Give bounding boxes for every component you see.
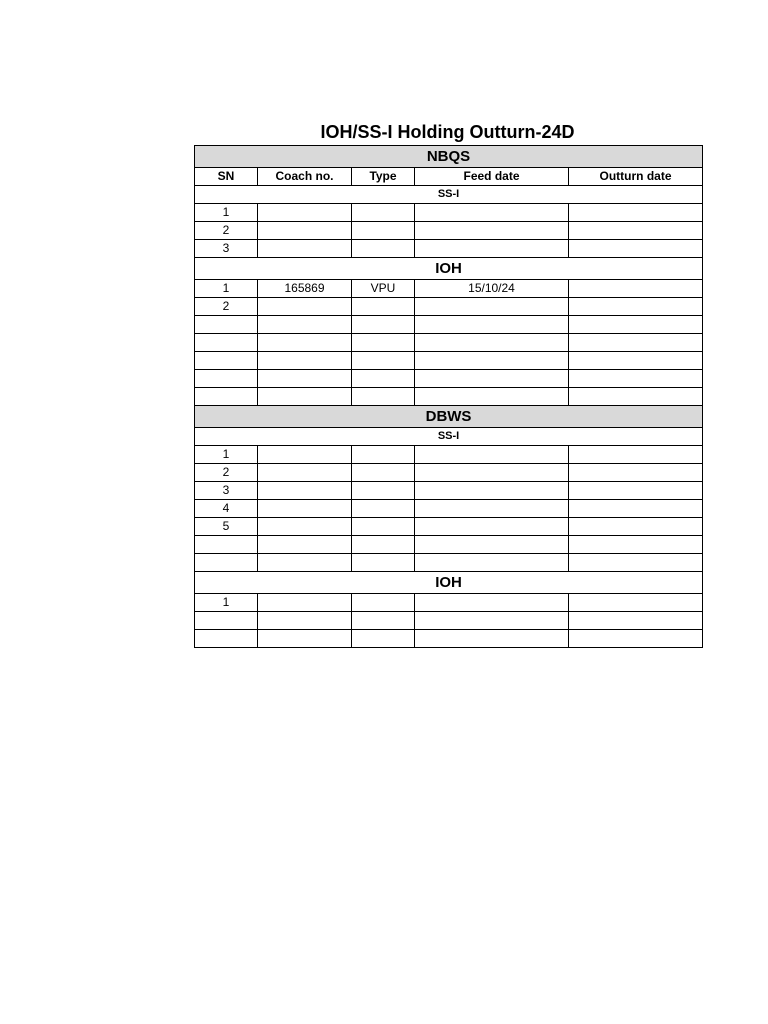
cell-outturn-date[interactable] <box>569 554 703 572</box>
group-header-row <box>195 572 703 594</box>
cell-outturn-date[interactable] <box>569 316 703 334</box>
table-row <box>195 222 703 240</box>
table-row <box>195 316 703 334</box>
cell-feed-date[interactable] <box>415 388 569 406</box>
group-header-row <box>195 186 703 204</box>
cell-coach-no[interactable] <box>258 482 352 500</box>
cell-sn[interactable] <box>195 334 258 352</box>
cell-sn[interactable] <box>195 370 258 388</box>
group-header-row <box>195 258 703 280</box>
cell-feed-date[interactable] <box>415 222 569 240</box>
cell-coach-no[interactable] <box>258 316 352 334</box>
cell-outturn-date[interactable] <box>569 536 703 554</box>
table-row <box>195 464 703 482</box>
cell-sn[interactable]: 1 <box>195 204 258 222</box>
cell-feed-date[interactable] <box>415 612 569 630</box>
group-title: SS-I <box>195 186 703 204</box>
cell-coach-no[interactable] <box>258 298 352 316</box>
cell-feed-date[interactable] <box>415 446 569 464</box>
cell-sn[interactable]: 1 <box>195 594 258 612</box>
cell-coach-no[interactable] <box>258 446 352 464</box>
cell-coach-no[interactable] <box>258 222 352 240</box>
cell-feed-date[interactable] <box>415 334 569 352</box>
table-row <box>195 612 703 630</box>
cell-type[interactable] <box>352 482 415 500</box>
cell-outturn-date[interactable] <box>569 370 703 388</box>
cell-sn[interactable] <box>195 554 258 572</box>
cell-type[interactable] <box>352 630 415 648</box>
table-row <box>195 446 703 464</box>
cell-sn[interactable]: 3 <box>195 240 258 258</box>
cell-feed-date[interactable] <box>415 518 569 536</box>
cell-coach-no[interactable]: 165869 <box>258 280 352 298</box>
cell-sn[interactable] <box>195 316 258 334</box>
column-header: Outturn date <box>569 168 703 186</box>
cell-coach-no[interactable] <box>258 204 352 222</box>
cell-coach-no[interactable] <box>258 334 352 352</box>
cell-outturn-date[interactable] <box>569 352 703 370</box>
table-row <box>195 204 703 222</box>
section-header-row <box>195 146 703 168</box>
section-header-row <box>195 406 703 428</box>
cell-feed-date[interactable] <box>415 482 569 500</box>
group-title: IOH <box>195 572 703 594</box>
group-title: IOH <box>195 258 703 280</box>
cell-coach-no[interactable] <box>258 240 352 258</box>
cell-sn[interactable]: 1 <box>195 280 258 298</box>
cell-type[interactable] <box>352 554 415 572</box>
cell-coach-no[interactable] <box>258 352 352 370</box>
cell-outturn-date[interactable] <box>569 594 703 612</box>
cell-outturn-date[interactable] <box>569 388 703 406</box>
section-title: DBWS <box>195 406 703 428</box>
cell-outturn-date[interactable] <box>569 240 703 258</box>
cell-outturn-date[interactable] <box>569 280 703 298</box>
cell-type[interactable] <box>352 334 415 352</box>
cell-type[interactable] <box>352 518 415 536</box>
table-row <box>195 298 703 316</box>
table-row <box>195 500 703 518</box>
cell-sn[interactable]: 2 <box>195 222 258 240</box>
group-header-row <box>195 428 703 446</box>
column-header-row <box>195 168 703 186</box>
cell-type[interactable] <box>352 612 415 630</box>
cell-coach-no[interactable] <box>258 518 352 536</box>
cell-feed-date[interactable] <box>415 240 569 258</box>
cell-outturn-date[interactable] <box>569 518 703 536</box>
group-title: SS-I <box>195 428 703 446</box>
cell-type[interactable] <box>352 352 415 370</box>
cell-feed-date[interactable] <box>415 500 569 518</box>
cell-type[interactable] <box>352 388 415 406</box>
cell-coach-no[interactable] <box>258 388 352 406</box>
cell-outturn-date[interactable] <box>569 482 703 500</box>
cell-type[interactable]: VPU <box>352 280 415 298</box>
cell-outturn-date[interactable] <box>569 222 703 240</box>
table-row <box>195 536 703 554</box>
cell-type[interactable] <box>352 464 415 482</box>
cell-type[interactable] <box>352 204 415 222</box>
cell-sn[interactable] <box>195 388 258 406</box>
cell-outturn-date[interactable] <box>569 612 703 630</box>
cell-feed-date[interactable] <box>415 370 569 388</box>
cell-feed-date[interactable] <box>415 536 569 554</box>
cell-feed-date[interactable] <box>415 298 569 316</box>
cell-outturn-date[interactable] <box>569 464 703 482</box>
cell-feed-date[interactable] <box>415 630 569 648</box>
cell-sn[interactable]: 4 <box>195 500 258 518</box>
table-row <box>195 482 703 500</box>
table-row <box>195 240 703 258</box>
cell-outturn-date[interactable] <box>569 630 703 648</box>
cell-feed-date[interactable] <box>415 554 569 572</box>
column-header: Feed date <box>415 168 569 186</box>
cell-feed-date[interactable]: 15/10/24 <box>415 280 569 298</box>
page-title: IOH/SS-I Holding Outturn-24D <box>320 122 575 142</box>
cell-type[interactable] <box>352 500 415 518</box>
cell-type[interactable] <box>352 316 415 334</box>
cell-feed-date[interactable] <box>415 316 569 334</box>
table-row <box>195 370 703 388</box>
cell-type[interactable] <box>352 594 415 612</box>
cell-feed-date[interactable] <box>415 594 569 612</box>
cell-outturn-date[interactable] <box>569 204 703 222</box>
cell-outturn-date[interactable] <box>569 298 703 316</box>
cell-sn[interactable]: 2 <box>195 298 258 316</box>
cell-type[interactable] <box>352 446 415 464</box>
cell-type[interactable] <box>352 536 415 554</box>
cell-sn[interactable]: 5 <box>195 518 258 536</box>
table-row <box>195 630 703 648</box>
cell-sn[interactable]: 1 <box>195 446 258 464</box>
cell-type[interactable] <box>352 222 415 240</box>
cell-type[interactable] <box>352 370 415 388</box>
cell-coach-no[interactable] <box>258 594 352 612</box>
table-row <box>195 554 703 572</box>
cell-type[interactable] <box>352 298 415 316</box>
cell-sn[interactable]: 3 <box>195 482 258 500</box>
cell-sn[interactable]: 2 <box>195 464 258 482</box>
table-row <box>195 280 703 298</box>
cell-coach-no[interactable] <box>258 464 352 482</box>
section-title: NBQS <box>195 146 703 168</box>
column-header: SN <box>195 168 258 186</box>
cell-feed-date[interactable] <box>415 204 569 222</box>
cell-coach-no[interactable] <box>258 612 352 630</box>
cell-feed-date[interactable] <box>415 464 569 482</box>
cell-feed-date[interactable] <box>415 352 569 370</box>
cell-type[interactable] <box>352 240 415 258</box>
cell-coach-no[interactable] <box>258 536 352 554</box>
cell-sn[interactable] <box>195 352 258 370</box>
column-header: Coach no. <box>258 168 352 186</box>
table-row <box>195 388 703 406</box>
cell-sn[interactable] <box>195 612 258 630</box>
column-header: Type <box>352 168 415 186</box>
cell-sn[interactable] <box>195 536 258 554</box>
holding-outturn-table <box>194 145 703 648</box>
table-row <box>195 352 703 370</box>
table-row <box>195 518 703 536</box>
table-row <box>195 334 703 352</box>
cell-coach-no[interactable] <box>258 370 352 388</box>
cell-outturn-date[interactable] <box>569 446 703 464</box>
cell-outturn-date[interactable] <box>569 334 703 352</box>
cell-outturn-date[interactable] <box>569 500 703 518</box>
cell-sn[interactable] <box>195 630 258 648</box>
cell-coach-no[interactable] <box>258 500 352 518</box>
table-row <box>195 594 703 612</box>
cell-coach-no[interactable] <box>258 630 352 648</box>
cell-coach-no[interactable] <box>258 554 352 572</box>
